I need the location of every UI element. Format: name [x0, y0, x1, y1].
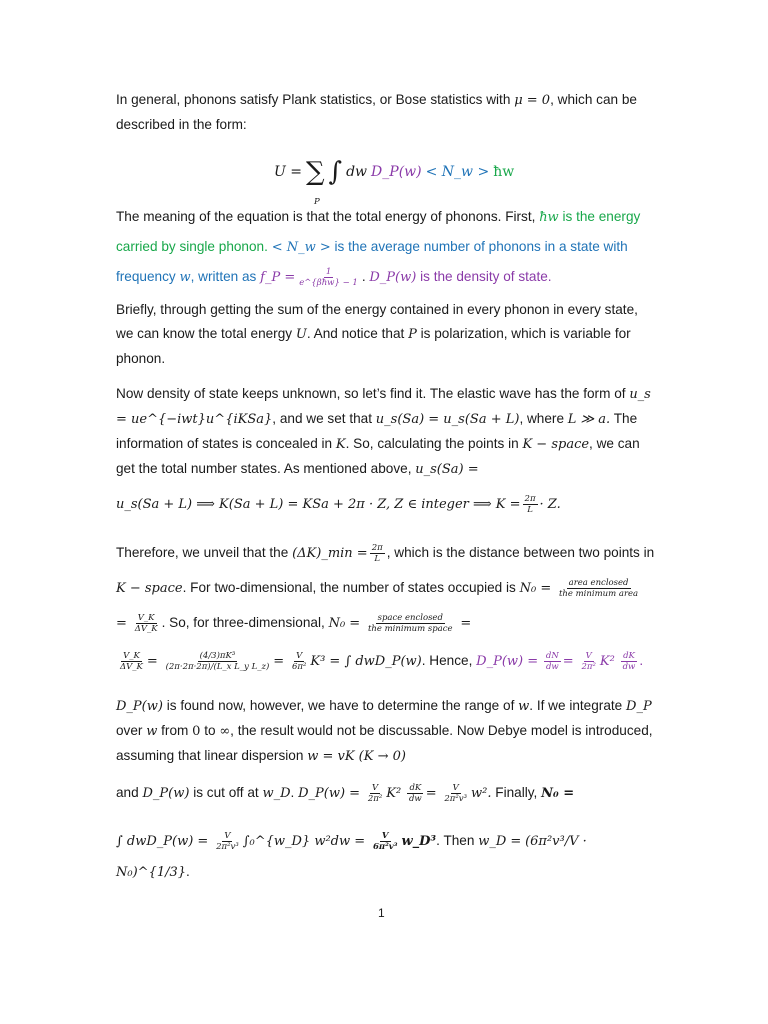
- math-wd-expression: (6π²v³/V · N₀)^{1/3}: [116, 834, 587, 880]
- text: The meaning of the equation is that the total energy of phonons. First,: [116, 209, 536, 224]
- text: . Hence,: [421, 653, 473, 668]
- math-dp: D_P: [626, 699, 652, 714]
- text: to: [204, 723, 216, 738]
- math-dos: D_P(w): [369, 270, 417, 285]
- text: . And notice that: [306, 326, 405, 341]
- math-integral: ∫ dwD_P(w) =: [116, 834, 209, 849]
- fraction-numerator: V: [371, 782, 379, 793]
- fraction-denominator: dw: [408, 793, 422, 804]
- math-dos: D_P(w): [116, 699, 163, 714]
- text: .: [639, 653, 644, 668]
- math-us: u_s = ue^{−iwt}u^{iKSa}: [116, 387, 651, 427]
- math-wd: w_D: [262, 786, 291, 801]
- fraction-denominator: ΔV_K: [134, 623, 158, 634]
- math-kspace: K − space: [522, 437, 590, 452]
- math-us2: u_s(Sa) =: [415, 462, 479, 477]
- fraction-numerator: V_K: [137, 612, 155, 623]
- equation-line-k: [116, 492, 656, 517]
- text-average-number: is the average number of phonons in a state with frequency: [116, 239, 628, 284]
- fraction-denominator: 2π²: [367, 793, 383, 804]
- equation-lhs: U =: [274, 164, 302, 180]
- math-P: P: [408, 327, 417, 342]
- equation-hw: ħw: [493, 164, 515, 180]
- fraction-fp: [297, 267, 360, 288]
- fraction-denominator: dw: [622, 661, 636, 672]
- fraction-denominator: dw: [545, 661, 559, 672]
- fraction-numerator: dK: [623, 650, 635, 661]
- fraction-area: [557, 578, 640, 599]
- fraction-numerator: area enclosed: [568, 577, 629, 588]
- sum-symbol: ∑ P: [306, 159, 325, 185]
- math-n0: N₀ =: [541, 786, 575, 801]
- text: is found now, however, we have to determine the range of: [166, 698, 515, 713]
- equation-line-debye: and D_P(w) is cut off at w_D. D_P(w) = $\frac{V}{\text{2π²}}$ K² $\frac{dK}{dw}$ = $\frac{V}{\text{2π²v³}}$ w². Finally, N₀ =: [116, 782, 575, 804]
- text: . So, for three-dimensional,: [161, 615, 325, 630]
- text: . If we integrate: [529, 698, 623, 713]
- text: , and we set that: [272, 411, 373, 426]
- fraction-numerator: V: [381, 830, 389, 841]
- equation-line-wd: [116, 826, 656, 888]
- fraction-vk-2: [118, 651, 145, 672]
- text: . So, calculating the points in: [345, 436, 519, 451]
- math-wd3: w_D³: [401, 834, 437, 849]
- fraction-v-6pi2: [290, 651, 308, 672]
- text: Therefore, we unveil that the: [116, 545, 289, 560]
- fraction-denominator: (2π·2π·2π)/(L_x L_y L_z): [165, 661, 270, 672]
- math-nw: < N_w >: [271, 240, 331, 255]
- math-dispersion: w = vK (K → 0): [307, 749, 406, 764]
- paragraph-briefly: [116, 298, 656, 371]
- math-dos: D_P(w) =: [476, 654, 539, 669]
- fraction-numerator: 2π: [524, 493, 536, 504]
- text: .: [186, 864, 190, 879]
- math-zero: 0: [192, 724, 201, 739]
- math-w: w: [146, 724, 158, 739]
- text: , which can be described in the form:: [116, 92, 637, 132]
- math-w2: w².: [471, 786, 492, 801]
- math-hw: ħw: [539, 210, 559, 225]
- math-k-derivation: u_s(Sa + L) ⟹ K(Sa + L) = KSa + 2π · Z, Z ∈ integer ⟹ K =: [116, 497, 521, 512]
- fraction-numerator: space enclosed: [377, 612, 443, 623]
- math-boundary: u_s(Sa) = u_s(Sa + L): [375, 412, 520, 427]
- paragraph-states: [116, 536, 656, 641]
- fraction-v-6pi2v3: [371, 831, 400, 852]
- math-U: U: [295, 327, 307, 342]
- fraction-k: [523, 494, 538, 515]
- page-number: 1: [378, 906, 385, 920]
- fraction-denominator: the minimum area: [559, 588, 639, 599]
- text: The information of states is concealed in: [116, 411, 638, 451]
- fraction-dn-dw: [544, 651, 561, 672]
- math-n0: N₀ =: [328, 616, 361, 631]
- text: . Then: [436, 833, 475, 848]
- text: , the result would not be discussable. Now Debye model is introduced, assuming that linear dispersion: [116, 723, 653, 763]
- math-equals: =: [460, 616, 472, 631]
- fraction-v-2pi2v3: [442, 783, 469, 804]
- fraction-numerator: (4/3)πK³: [199, 650, 236, 661]
- text-density-of-state: is the density of state.: [420, 269, 552, 284]
- paragraph-elastic-wave: [116, 382, 656, 482]
- equation-nw: < N_w >: [425, 164, 490, 180]
- fraction-numerator: V: [585, 650, 592, 661]
- math-dk: (ΔK)_min =: [292, 546, 368, 561]
- math-k-tail: · Z.: [539, 497, 561, 512]
- text: In general, phonons satisfy Plank statistics, or Bose statistics with: [116, 92, 511, 107]
- fraction-dk: [370, 543, 385, 564]
- fraction-denominator: L: [527, 504, 533, 515]
- fraction-numerator: dK: [409, 782, 422, 793]
- math-mu: μ = 0: [514, 93, 551, 108]
- fraction-dk-dw: [407, 783, 424, 804]
- fraction-numerator: V: [224, 830, 231, 841]
- equation-line-dos: $\frac{V\_K}{\Delta V\_K}$ = $\frac{\text{(4/3)πK³}}{\text{(2π·2π·2π)/(L\_x L\_y L\_z)}}$ = $\frac{V}{\text{6π²}}$ K³ = ∫ dwD_P(w). Hence, D_P(w) = $\frac{dN}{dw}$ = $\frac{V}{\text{2π²}}$ K² $\frac{dK}{dw}$ .: [120, 650, 644, 672]
- fraction-sphere: [164, 651, 272, 672]
- text: , written as: [190, 269, 257, 284]
- text: , where: [519, 411, 565, 426]
- fraction-numerator: V: [296, 650, 303, 661]
- text: . For two-dimensional, the number of states occupied is: [182, 580, 516, 595]
- text-energy-single-phonon: is the energy carried by single phonon.: [116, 209, 641, 254]
- math-kspace: K − space: [116, 581, 183, 596]
- text: .: [290, 785, 295, 800]
- fraction-denominator: e^{βħw} − 1: [299, 277, 358, 288]
- fraction-numerator: 2π: [371, 542, 383, 553]
- fraction-numerator: V_K: [123, 650, 140, 661]
- math-dos: D_P(w) =: [298, 786, 361, 801]
- energy-equation: [274, 150, 515, 207]
- fraction-denominator: 6π²v³: [372, 841, 398, 852]
- paragraph-intro: [116, 88, 656, 137]
- fraction-denominator: L: [374, 553, 381, 564]
- math-condition: L ≫ a.: [567, 412, 611, 427]
- math-w: w: [518, 699, 530, 714]
- integral-symbol: ∫: [328, 157, 343, 187]
- fraction-numerator: dN: [545, 650, 559, 661]
- fraction-denominator: the minimum space: [367, 623, 453, 634]
- text: Now density of state keeps unknown, so let’s find it. The elastic wave has the form of: [116, 386, 626, 401]
- text: is polarization, which is variable for phonon.: [116, 326, 631, 366]
- paragraph-debye: [116, 694, 656, 769]
- fraction-numerator: V: [452, 782, 459, 793]
- equation-dw: dw: [346, 164, 368, 180]
- math-infinity: ∞: [219, 724, 231, 739]
- fraction-denominator: 2π²v³: [444, 793, 468, 804]
- math-K: K: [335, 437, 346, 452]
- fraction-denominator: 2π²: [581, 661, 596, 672]
- sum-subscript: P: [313, 197, 320, 207]
- fraction-space: [366, 613, 455, 634]
- math-equals: =: [116, 616, 127, 631]
- text: , which is the distance between two points in: [386, 545, 655, 560]
- text: and: [116, 785, 139, 800]
- math-n0: N₀ =: [519, 581, 552, 596]
- text: Finally,: [495, 785, 538, 800]
- text: , we can get the total number states. As mentioned above,: [116, 436, 640, 476]
- math-k2: K²: [599, 654, 615, 669]
- text: is cut off at: [193, 785, 259, 800]
- fraction-numerator: 1: [325, 266, 332, 277]
- fraction-denominator: ΔV_K: [120, 661, 143, 672]
- math-dos: D_P(w): [142, 786, 190, 801]
- math-wd: w_D =: [478, 834, 522, 849]
- fraction-denominator: 6π²: [291, 661, 307, 672]
- math-fp: f_P =: [260, 270, 296, 285]
- fraction-v-2pi2: [366, 783, 384, 804]
- fraction-vk: [133, 613, 160, 634]
- math-k3-integral: K³ = ∫ dwD_P(w): [310, 654, 422, 669]
- equation-dos: D_P(w): [371, 164, 422, 180]
- fraction-dk-dw: [621, 651, 638, 672]
- paragraph-meaning: The meaning of the equation is that the total energy of phonons. First, ħw is the energy carried by single phonon. < N_w > is the average number of phonons in a state with frequency w, written as f_P = $\frac{1}{\text{e\textasciicircum{}\{βħw\} − 1}}$ . D_P(w) is the density of state.: [116, 209, 641, 288]
- math-k2: K²: [386, 786, 402, 801]
- fraction-denominator: 2π²v³: [216, 841, 239, 852]
- text: Briefly, through getting the sum of the energy contained in every phonon in every state, we can know the total energy: [116, 302, 638, 341]
- math-w: w: [179, 270, 191, 285]
- fraction-v-2pi2: [579, 651, 597, 672]
- fraction-v-2pi2v3: [214, 831, 241, 852]
- text: over: [116, 723, 143, 738]
- text: from: [161, 723, 189, 738]
- math-integral-w2: ∫₀^{w_D} w²dw =: [242, 834, 366, 849]
